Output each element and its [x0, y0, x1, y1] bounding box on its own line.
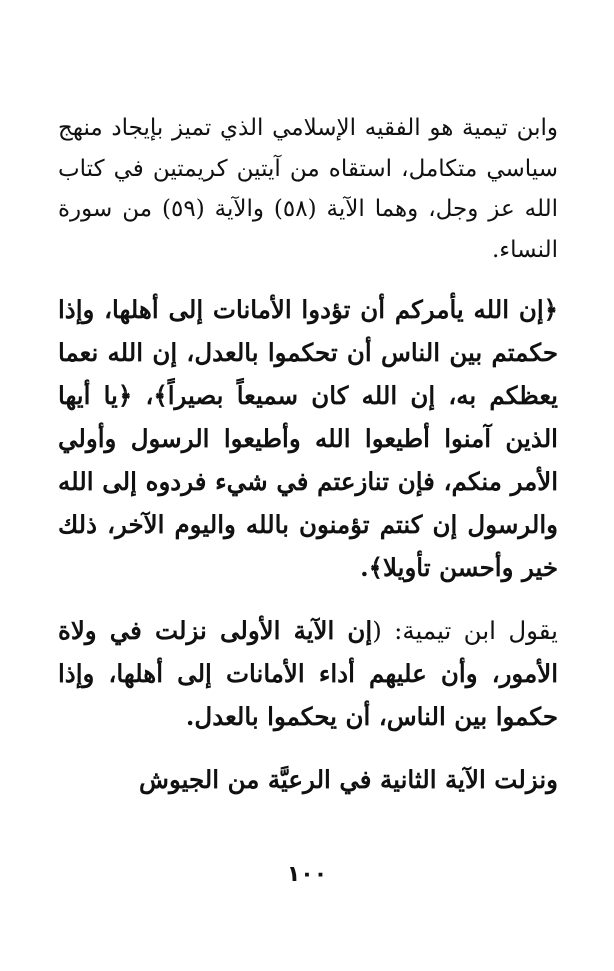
quote-intro: يقول ابن تيمية: (	[372, 616, 558, 645]
intro-paragraph: وابن تيمية هو الفقيه الإسلامي الذي تميز بإيجاد منهج سياسي متكامل، استقاه من آيتين كريمتين في كتاب الله عز وجل، وهما الآية (٥٨) والآية (٥٩) من سورة النساء.	[58, 115, 559, 263]
page-number: ١٠٠	[286, 862, 328, 887]
quran-verses-paragraph: ﴿إن الله يأمركم أن تؤدوا الأمانات إلى أهلها، وإذا حكمتم بين الناس أن تحكموا بالعدل، إن الله نعما يعظكم به، إن الله كان سميعاً بصيراً﴾، ﴿يا أيها الذين آمنوا أطيعوا الله وأطيعوا الرسول وأولي الأمر منكم، فإن تنازعتم في شيء فردوه إلى الله والرسول إن كنتم تؤمنون بالله واليوم الآخر، ذلك خير وأحسن تأويلا﴾.	[58, 295, 558, 582]
continuation-paragraph: ونزلت الآية الثانية في الرعيَّة من الجيوش	[139, 765, 558, 794]
page-body	[58, 108, 558, 801]
quote-text: إن الآية الأولى نزلت في ولاة الأمور، وأن عليهم أداء الأمانات إلى أهلها، وإذا حكموا بين الناس، أن يحكموا بالعدل.	[58, 616, 558, 731]
ibn-taymiyya-quote-paragraph	[58, 609, 558, 738]
